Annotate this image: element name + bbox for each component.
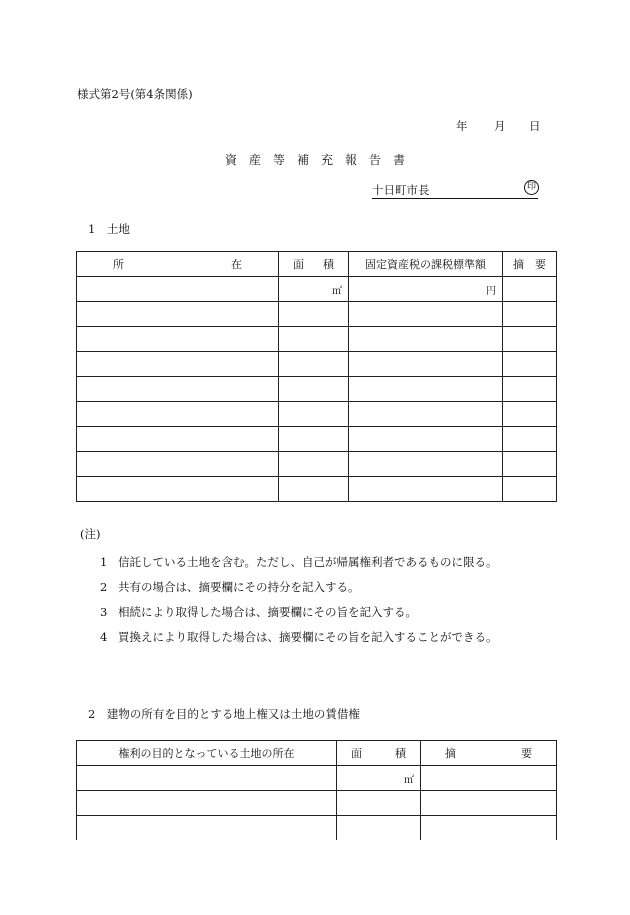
header-remarks: 摘 要 [421, 741, 557, 766]
leasehold-table [76, 740, 557, 840]
section2-heading: 2 建物の所有を目的とする地上権又は土地の賃借権 [88, 707, 360, 721]
area-cell[interactable] [337, 816, 421, 840]
title-char: 書 [393, 153, 406, 167]
value-unit: 円 [349, 277, 503, 302]
table-row [77, 791, 557, 816]
land-location-cell[interactable] [77, 766, 337, 791]
value-cell[interactable] [349, 352, 503, 377]
remarks-cell[interactable] [421, 816, 557, 840]
remarks-cell[interactable] [503, 277, 557, 302]
table-row [77, 377, 557, 402]
remarks-cell[interactable] [503, 427, 557, 452]
remarks-cell[interactable] [421, 766, 557, 791]
section1-heading: 1 土地 [88, 222, 130, 236]
note-item: 3 相続により取得した場合は、摘要欄にその旨を記入する。 [100, 605, 417, 619]
title-char: 補 [296, 153, 309, 167]
header-location: 所 在 [77, 252, 279, 277]
land-table [76, 251, 557, 502]
header-area: 面 積 [337, 741, 421, 766]
date-month-label: 月 [494, 119, 506, 133]
land-location-cell[interactable] [77, 816, 337, 840]
table-row [77, 302, 557, 327]
table-row [77, 427, 557, 452]
date-day-label: 日 [529, 119, 541, 133]
addressee-underline [372, 198, 538, 199]
notes-heading: (注) [80, 527, 101, 541]
note-item: 1 信託している土地を含む。ただし、自己が帰属権利者であるものに限る。 [100, 555, 498, 569]
value-cell[interactable] [349, 302, 503, 327]
title-char: 資 [224, 153, 237, 167]
area-cell[interactable] [337, 791, 421, 816]
note-item: 4 買換えにより取得した場合は、摘要欄にその旨を記入することができる。 [100, 630, 498, 644]
location-cell[interactable] [77, 427, 279, 452]
remarks-cell[interactable] [503, 352, 557, 377]
location-cell[interactable] [77, 452, 279, 477]
title-char: 産 [248, 153, 261, 167]
remarks-cell[interactable] [503, 377, 557, 402]
area-cell[interactable] [279, 402, 349, 427]
area-cell[interactable] [279, 327, 349, 352]
value-cell[interactable] [349, 327, 503, 352]
header-assessed-value: 固定資産税の課税標準額 [349, 252, 503, 277]
land-location-cell[interactable] [77, 791, 337, 816]
location-cell[interactable] [77, 327, 279, 352]
title-char: 充 [321, 153, 334, 167]
area-cell[interactable] [279, 302, 349, 327]
value-cell[interactable] [349, 477, 503, 502]
location-cell[interactable] [77, 302, 279, 327]
remarks-cell[interactable] [503, 302, 557, 327]
note-item: 2 共有の場合は、摘要欄にその持分を記入する。 [100, 580, 360, 594]
table-row [77, 477, 557, 502]
title-char: 報 [345, 153, 358, 167]
location-cell[interactable] [77, 352, 279, 377]
area-cell[interactable] [279, 352, 349, 377]
remarks-cell[interactable] [503, 452, 557, 477]
remarks-cell[interactable] [503, 477, 557, 502]
value-cell[interactable] [349, 377, 503, 402]
location-cell[interactable] [77, 402, 279, 427]
addressee: 十日町市長 [372, 183, 430, 197]
table-row [77, 352, 557, 377]
table-row [77, 402, 557, 427]
title-char: 告 [369, 153, 382, 167]
area-unit: ㎡ [279, 277, 349, 302]
header-area: 面 積 [279, 252, 349, 277]
area-cell[interactable] [279, 477, 349, 502]
date-year-label: 年 [456, 119, 468, 133]
form-number: 様式第2号(第4条関係) [77, 87, 193, 101]
header-remarks: 摘 要 [503, 252, 557, 277]
area-unit: ㎡ [337, 766, 421, 791]
value-cell[interactable] [349, 402, 503, 427]
table-row [77, 277, 557, 302]
value-cell[interactable] [349, 427, 503, 452]
value-cell[interactable] [349, 452, 503, 477]
table-row [77, 452, 557, 477]
area-cell[interactable] [279, 427, 349, 452]
header-land-location: 権利の目的となっている土地の所在 [77, 741, 337, 766]
seal-mark: 印 [524, 180, 539, 195]
document-title [0, 151, 630, 168]
location-cell[interactable] [77, 377, 279, 402]
title-char: 等 [272, 153, 285, 167]
location-cell[interactable] [77, 477, 279, 502]
area-cell[interactable] [279, 452, 349, 477]
table-row [77, 327, 557, 352]
table-row [77, 816, 557, 840]
remarks-cell[interactable] [503, 327, 557, 352]
area-cell[interactable] [279, 377, 349, 402]
remarks-cell[interactable] [503, 402, 557, 427]
table-row [77, 766, 557, 791]
remarks-cell[interactable] [421, 791, 557, 816]
location-cell[interactable] [77, 277, 279, 302]
